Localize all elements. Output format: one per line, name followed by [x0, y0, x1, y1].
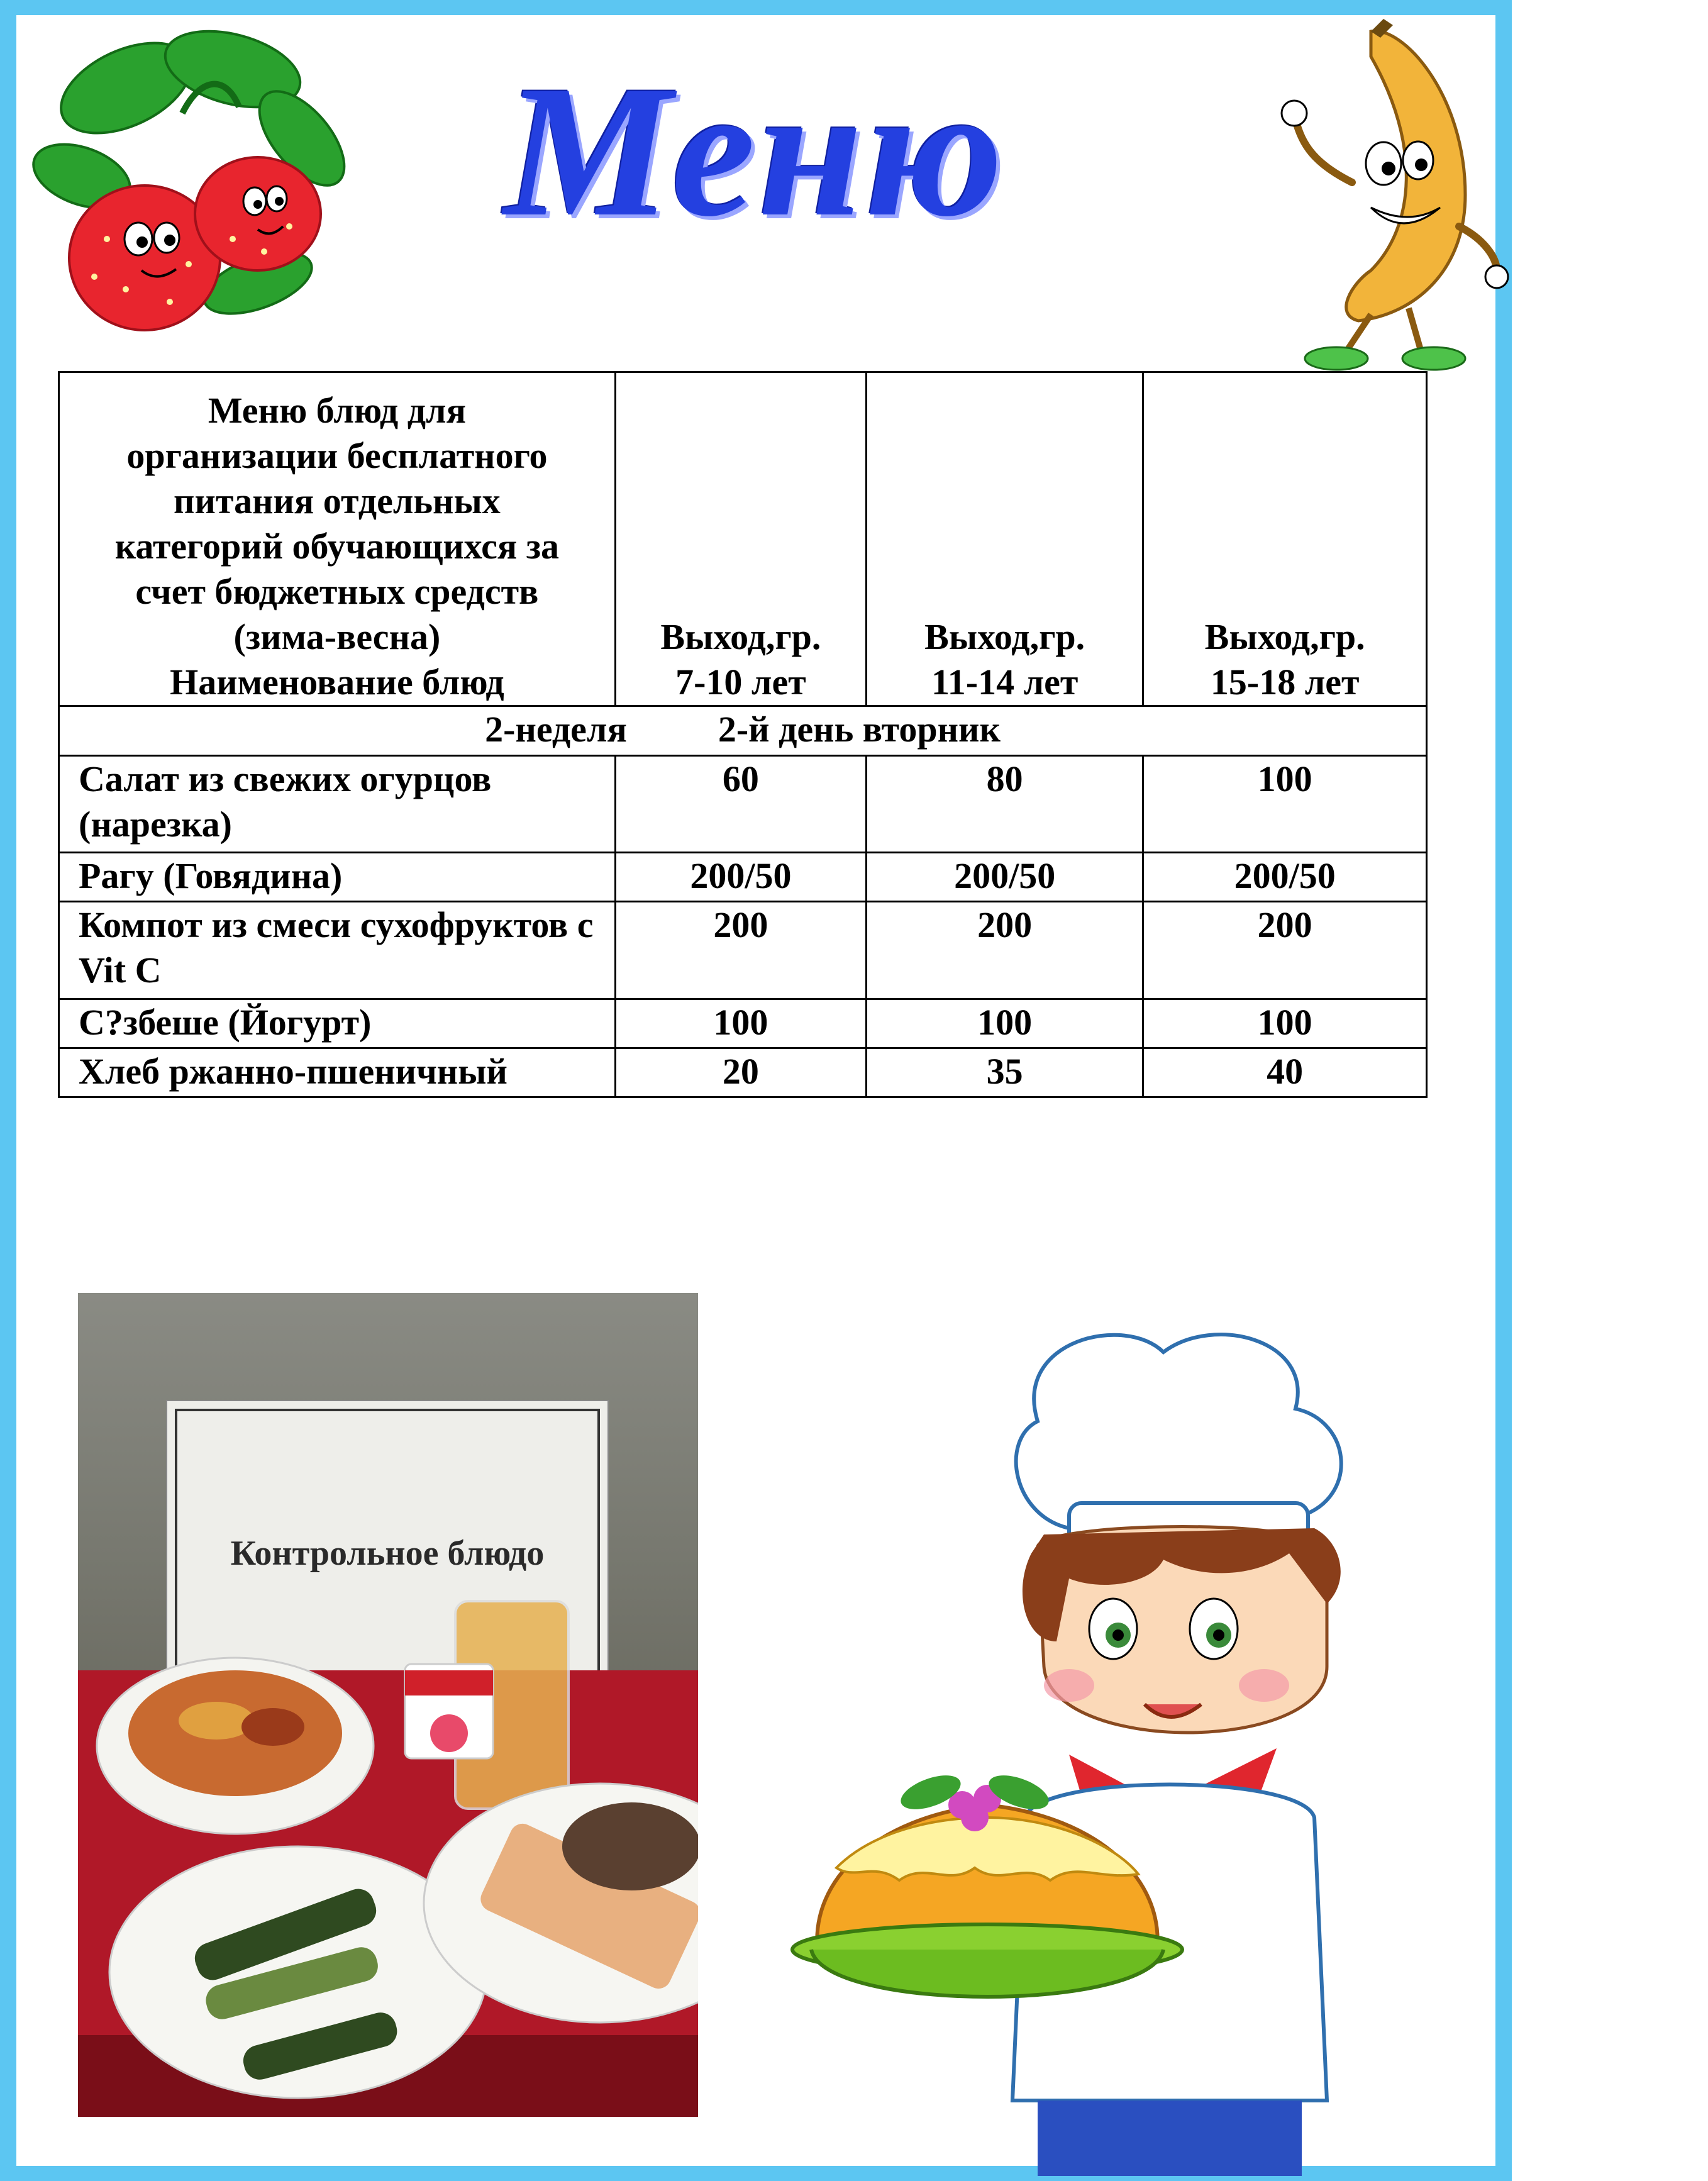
table-row — [59, 902, 1427, 999]
week-day-label: 2-неделя 2-й день вторник — [59, 706, 1427, 755]
right-margin — [1512, 0, 1708, 2181]
dish-name: Салат из свежих огурцов (нарезка) — [59, 755, 616, 852]
dish-name: Хлеб ржанно-пшеничный — [59, 1048, 616, 1097]
sign-text: Контрольное блюдо — [230, 1534, 545, 1573]
menu-table — [58, 371, 1428, 1098]
table-row — [59, 1048, 1427, 1097]
portion-15-18: 100 — [1143, 755, 1427, 852]
header-output-11-14: Выход,гр. 11-14 лет — [867, 372, 1143, 706]
portion-7-10: 200 — [615, 902, 866, 999]
portion-15-18: 40 — [1143, 1048, 1427, 1097]
chef-icon — [774, 1314, 1497, 2176]
photo-food-items — [78, 1293, 698, 2117]
portion-15-18: 100 — [1143, 999, 1427, 1048]
header-dish-names: Меню блюд для организации бесплатного питания отдельных категорий обучающихся за счет бюджетных средств (зима-весна) Наименование блюд — [59, 372, 616, 706]
control-dish-photo — [78, 1293, 698, 2117]
dish-name: Компот из смеси сухофруктов с Vit C — [59, 902, 616, 999]
week-day-row — [59, 706, 1427, 755]
table-row — [59, 755, 1427, 852]
dish-name: Рагу (Говядина) — [59, 852, 616, 901]
portion-7-10: 60 — [615, 755, 866, 852]
portion-11-14: 200/50 — [867, 852, 1143, 901]
table-row — [59, 999, 1427, 1048]
strawberry-icon — [25, 13, 377, 340]
portion-11-14: 200 — [867, 902, 1143, 999]
header-output-7-10: Выход,гр. 7-10 лет — [615, 372, 866, 706]
portion-7-10: 200/50 — [615, 852, 866, 901]
page-title: Меню — [504, 47, 1006, 255]
portion-15-18: 200 — [1143, 902, 1427, 999]
portion-11-14: 100 — [867, 999, 1143, 1048]
header-output-15-18: Выход,гр. 15-18 лет — [1143, 372, 1427, 706]
banana-icon — [1277, 19, 1509, 377]
border-left — [0, 0, 16, 2181]
portion-7-10: 20 — [615, 1048, 866, 1097]
table-header-row — [59, 372, 1427, 706]
portion-15-18: 200/50 — [1143, 852, 1427, 901]
portion-7-10: 100 — [615, 999, 866, 1048]
dish-name: С?збеше (Йогурт) — [59, 999, 616, 1048]
portion-11-14: 80 — [867, 755, 1143, 852]
portion-11-14: 35 — [867, 1048, 1143, 1097]
table-row — [59, 852, 1427, 901]
